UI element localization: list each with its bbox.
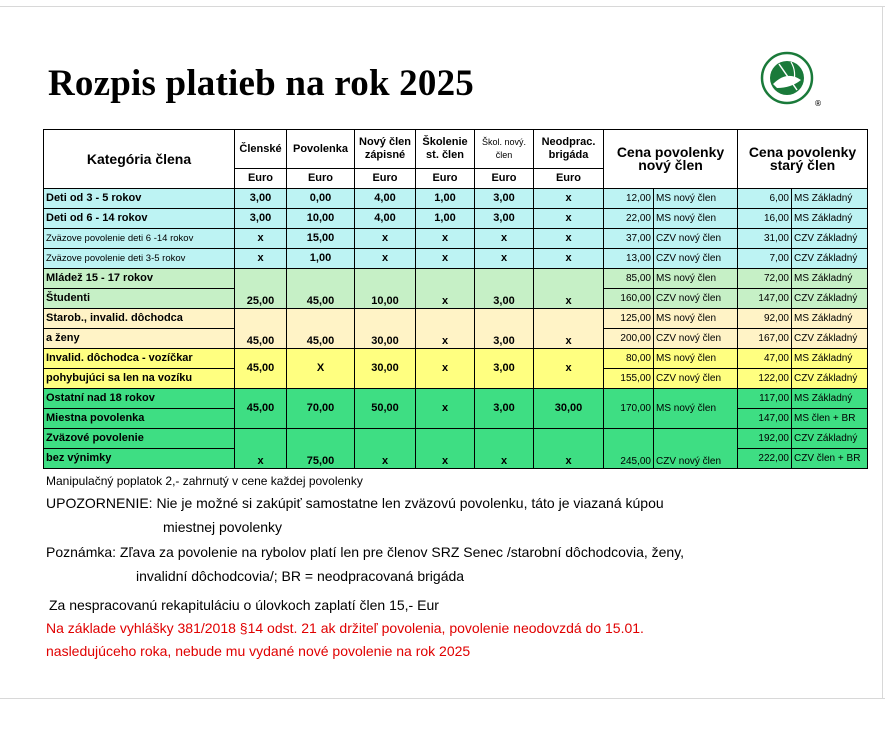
category-label: bez výnimky: [44, 449, 235, 469]
remark-line-2: invalidní dôchodcovia/; BR = neodpracovaná brigáda: [136, 568, 465, 584]
price-cell: 7,00: [738, 249, 792, 269]
price-cell: 47,00: [738, 349, 792, 369]
price-cell: 155,00: [604, 369, 654, 389]
fee-cell: x: [534, 349, 604, 389]
unit-cell: Euro: [475, 169, 534, 189]
fee-cell: 70,00: [287, 389, 355, 429]
fee-cell: 25,00: [235, 269, 287, 309]
category-label: Mládež 15 - 17 rokov: [44, 269, 235, 289]
unit-cell: Euro: [235, 169, 287, 189]
category-label: pohybujúci sa len na vozíku: [44, 369, 235, 389]
warning-line-1: UPOZORNENIE: Nie je možné si zakúpiť samostatne len zväzovú povolenku, táto je viazaná kúpou: [46, 495, 664, 511]
fee-cell: 3,00: [235, 189, 287, 209]
price-cell: 167,00: [738, 329, 792, 349]
fee-cell: x: [475, 429, 534, 469]
fee-cell: 1,00: [416, 209, 475, 229]
fee-cell: x: [475, 229, 534, 249]
price-type-cell: CZV Základný: [792, 369, 868, 389]
fee-cell: 1,00: [287, 249, 355, 269]
price-type-cell: MS Základný: [792, 309, 868, 329]
fee-cell: 75,00: [287, 429, 355, 469]
col-header: Školenie st. člen: [416, 130, 475, 169]
unit-cell: Euro: [355, 169, 416, 189]
price-type-cell: MS Základný: [792, 209, 868, 229]
price-type-cell: CZV Základný: [792, 249, 868, 269]
fee-cell: 45,00: [235, 309, 287, 349]
unit-cell: Euro: [416, 169, 475, 189]
price-cell: 117,00: [738, 389, 792, 409]
fee-cell: 3,00: [475, 269, 534, 309]
fee-cell: X: [287, 349, 355, 389]
price-cell: 16,00: [738, 209, 792, 229]
fee-cell: x: [534, 429, 604, 469]
price-cell: 80,00: [604, 349, 654, 369]
fee-cell: x: [416, 389, 475, 429]
col-header: Škol. nový. člen: [475, 130, 534, 169]
price-type-cell: CZV Základný: [792, 329, 868, 349]
category-label: Starob., invalid. dôchodca: [44, 309, 235, 329]
fee-cell: 3,00: [475, 209, 534, 229]
price-type-cell: CZV nový člen: [654, 429, 738, 469]
table-row: [44, 389, 868, 409]
price-type-cell: CZV nový člen: [654, 369, 738, 389]
price-cell: 72,00: [738, 269, 792, 289]
category-label: Deti od 6 - 14 rokov: [44, 209, 235, 229]
table-row: [44, 189, 868, 209]
price-type-cell: MS Základný: [792, 389, 868, 409]
price-cell: 12,00: [604, 189, 654, 209]
fee-cell: 1,00: [416, 189, 475, 209]
fee-cell: x: [235, 249, 287, 269]
price-cell: 245,00: [604, 429, 654, 469]
fee-cell: 45,00: [235, 349, 287, 389]
price-cell: 31,00: [738, 229, 792, 249]
fee-cell: x: [416, 429, 475, 469]
price-type-cell: MS nový člen: [654, 269, 738, 289]
fee-cell: x: [475, 249, 534, 269]
old-member-price-header: Cena povolenky starý člen: [738, 130, 868, 189]
page-title: Rozpis platieb na rok 2025: [48, 63, 474, 104]
table-row: [44, 349, 868, 369]
category-label: Invalid. dôchodca - vozíčkar: [44, 349, 235, 369]
col-header: Členské: [235, 130, 287, 169]
price-type-cell: MS Základný: [792, 349, 868, 369]
price-type-cell: MS nový člen: [654, 189, 738, 209]
fee-cell: x: [355, 249, 416, 269]
unit-cell: Euro: [287, 169, 355, 189]
price-type-cell: CZV nový člen: [654, 249, 738, 269]
fee-cell: x: [534, 309, 604, 349]
warning-line-2: miestnej povolenky: [163, 519, 283, 535]
price-type-cell: CZV Základný: [792, 229, 868, 249]
category-label: Ostatní nad 18 rokov: [44, 389, 235, 409]
category-label: Zväzove povolenie deti 6 -14 rokov: [44, 229, 235, 249]
price-cell: 170,00: [604, 389, 654, 429]
category-label: Miestna povolenka: [44, 409, 235, 429]
category-label: Študenti: [44, 289, 235, 309]
table-row: [44, 429, 868, 449]
price-cell: 200,00: [604, 329, 654, 349]
price-type-cell: CZV nový člen: [654, 229, 738, 249]
fee-cell: x: [416, 249, 475, 269]
category-label: Zväzove povolenie deti 3-5 rokov: [44, 249, 235, 269]
price-cell: 160,00: [604, 289, 654, 309]
price-cell: 6,00: [738, 189, 792, 209]
fee-cell: x: [534, 189, 604, 209]
price-type-cell: MS nový člen: [654, 209, 738, 229]
price-type-cell: MS Základný: [792, 189, 868, 209]
fee-cell: 4,00: [355, 209, 416, 229]
header-row: [44, 130, 868, 169]
price-cell: 222,00: [738, 449, 792, 469]
price-type-cell: MS nový člen: [654, 349, 738, 369]
price-cell: 85,00: [604, 269, 654, 289]
price-type-cell: MS Základný: [792, 269, 868, 289]
price-type-cell: CZV Základný: [792, 429, 868, 449]
fishing-club-emblem-icon: [757, 50, 827, 110]
price-type-cell: CZV člen + BR: [792, 449, 868, 469]
fee-cell: x: [416, 349, 475, 389]
table-row: [44, 249, 868, 269]
fee-cell: x: [355, 229, 416, 249]
table-row: [44, 209, 868, 229]
fee-cell: x: [235, 229, 287, 249]
fee-cell: x: [534, 229, 604, 249]
price-type-cell: CZV Základný: [792, 289, 868, 309]
table-row: [44, 269, 868, 289]
fee-cell: 45,00: [287, 309, 355, 349]
price-cell: 13,00: [604, 249, 654, 269]
price-cell: 92,00: [738, 309, 792, 329]
legal-line-2: nasledujúceho roka, nebude mu vydané nové povolenie na rok 2025: [46, 643, 471, 659]
fee-cell: x: [534, 209, 604, 229]
category-header: Kategória člena: [44, 130, 235, 189]
fee-cell: 3,00: [475, 349, 534, 389]
fee-cell: 3,00: [475, 389, 534, 429]
fee-cell: x: [416, 269, 475, 309]
fee-cell: 30,00: [355, 309, 416, 349]
price-cell: 122,00: [738, 369, 792, 389]
fee-cell: 10,00: [287, 209, 355, 229]
fee-cell: 10,00: [355, 269, 416, 309]
price-type-cell: MS nový člen: [654, 389, 738, 429]
price-cell: 125,00: [604, 309, 654, 329]
fee-cell: 30,00: [534, 389, 604, 429]
col-header: Neodprac. brigáda: [534, 130, 604, 169]
right-border: [882, 6, 883, 699]
fee-note: Manipulačný poplatok 2,- zahrnutý v cene každej povolenky: [46, 474, 363, 488]
recap-note: Za nespracovanú rekapituláciu o úlovkoch zaplatí člen 15,- Eur: [49, 597, 439, 613]
price-cell: 37,00: [604, 229, 654, 249]
table-row: [44, 309, 868, 329]
price-cell: 147,00: [738, 289, 792, 309]
fee-cell: x: [534, 249, 604, 269]
fee-cell: x: [416, 229, 475, 249]
fee-cell: x: [534, 269, 604, 309]
unit-cell: Euro: [534, 169, 604, 189]
fee-cell: x: [355, 429, 416, 469]
price-cell: 22,00: [604, 209, 654, 229]
price-type-cell: MS nový člen: [654, 309, 738, 329]
fee-cell: 4,00: [355, 189, 416, 209]
fee-cell: x: [416, 309, 475, 349]
price-cell: 192,00: [738, 429, 792, 449]
fee-cell: 50,00: [355, 389, 416, 429]
category-label: Zväzové povolenie: [44, 429, 235, 449]
table-row: [44, 229, 868, 249]
fee-cell: 45,00: [235, 389, 287, 429]
price-type-cell: CZV nový člen: [654, 329, 738, 349]
fee-cell: 3,00: [475, 309, 534, 349]
legal-line-1: Na základe vyhlášky 381/2018 §14 odst. 21 ak držiteľ povolenia, povolenie neodovzdá do 15.01.: [46, 620, 644, 636]
remark-line-1: Poznámka: Zľava za povolenie na rybolov platí len pre členov SRZ Senec /starobní dôchodcovia, ženy,: [46, 544, 685, 560]
col-header: Nový člen zápisné: [355, 130, 416, 169]
fee-cell: x: [235, 429, 287, 469]
category-label: Deti od 3 - 5 rokov: [44, 189, 235, 209]
top-border: [0, 6, 885, 7]
price-cell: 147,00: [738, 409, 792, 429]
fee-table: [43, 129, 868, 469]
new-member-price-header: Cena povolenky nový člen: [604, 130, 738, 189]
registered-mark: ®: [814, 99, 822, 108]
fee-cell: 45,00: [287, 269, 355, 309]
fee-cell: 30,00: [355, 349, 416, 389]
bottom-border: [0, 698, 885, 699]
price-type-cell: CZV nový člen: [654, 289, 738, 309]
fee-cell: 3,00: [475, 189, 534, 209]
fee-cell: 3,00: [235, 209, 287, 229]
fee-cell: 0,00: [287, 189, 355, 209]
price-type-cell: MS člen + BR: [792, 409, 868, 429]
col-header: Povolenka: [287, 130, 355, 169]
category-label: a ženy: [44, 329, 235, 349]
fee-cell: 15,00: [287, 229, 355, 249]
